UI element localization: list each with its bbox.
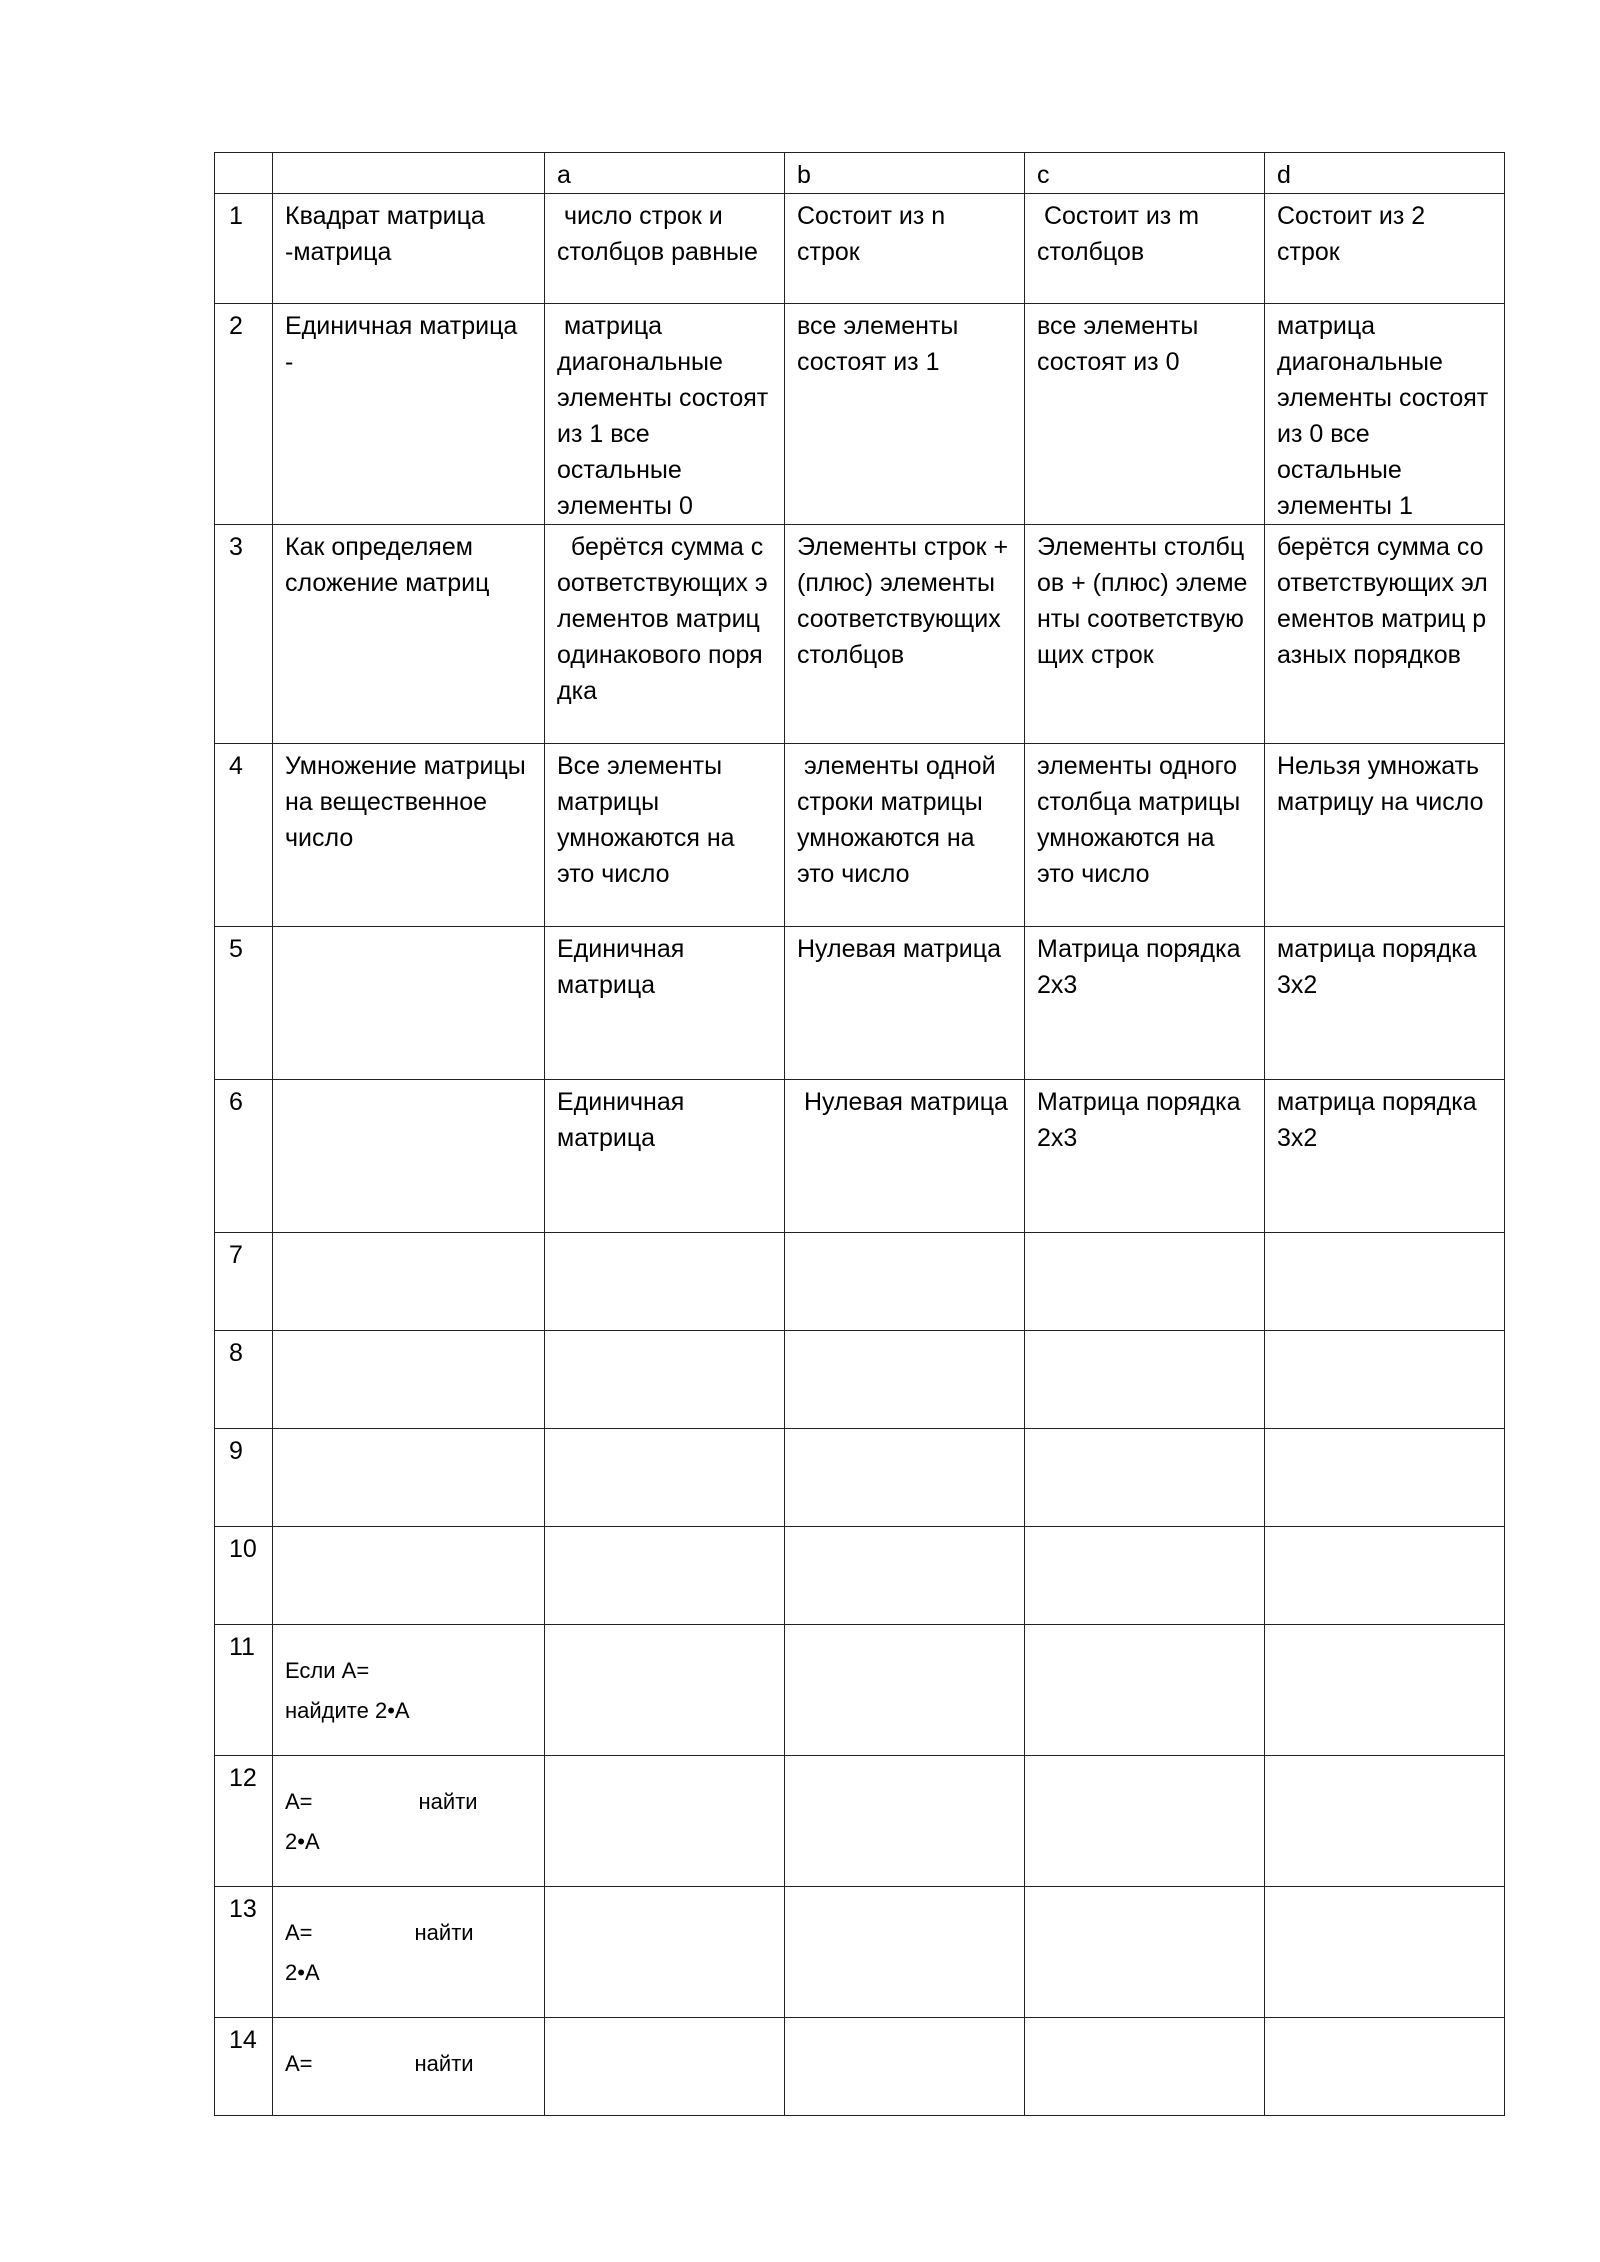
table-row — [215, 1625, 1505, 1756]
question-text: найти — [414, 2051, 474, 2076]
answer-c-cell — [1025, 1429, 1265, 1527]
answer-a-cell: матрица диагональные элементы состоят из 1 все остальные элементы 0 — [545, 304, 785, 525]
answer-b-cell: Нулевая матрица — [785, 927, 1025, 1080]
answer-a-cell: число строк и столбцов равные — [545, 194, 785, 304]
question-line: Если А= — [285, 1658, 370, 1683]
answer-a-cell — [545, 1429, 785, 1527]
answer-a-cell: Единичная матрица — [545, 927, 785, 1080]
answer-b-cell: Элементы строк +(плюс) элементы соответствующих столбцов — [785, 525, 1025, 744]
table-row — [215, 1331, 1505, 1429]
row-number: 10 — [215, 1527, 273, 1625]
answer-d-cell: матрица порядка 3х2 — [1265, 1080, 1505, 1233]
answer-d-cell — [1265, 1233, 1505, 1331]
answer-c-cell — [1025, 1331, 1265, 1429]
matrix-quiz-table — [214, 152, 1505, 2116]
answer-d-cell: матрица диагональные элементы состоят из 0 все остальные элементы 1 — [1265, 304, 1505, 525]
row-number: 6 — [215, 1080, 273, 1233]
answer-c-cell: Элементы столбцов + (плюс) элементы соответствующих строк — [1025, 525, 1265, 744]
header-row — [215, 153, 1505, 194]
answer-b-cell — [785, 1527, 1025, 1625]
answer-a-cell — [545, 2018, 785, 2116]
question-cell — [273, 1080, 545, 1233]
answer-c-cell — [1025, 1233, 1265, 1331]
table-row — [215, 1429, 1505, 1527]
answer-a-cell: берётся сумма соответствующих элементов матриц одинакового порядка — [545, 525, 785, 744]
question-line: 2•А — [285, 1960, 320, 1985]
answer-a-cell: Единичная матрица — [545, 1080, 785, 1233]
answer-b-cell — [785, 1756, 1025, 1887]
answer-a-cell — [545, 1756, 785, 1887]
row-number: 13 — [215, 1887, 273, 2018]
row-number: 11 — [215, 1625, 273, 1756]
answer-a-cell — [545, 1625, 785, 1756]
answer-c-cell — [1025, 1527, 1265, 1625]
answer-b-cell: Состоит из n строк — [785, 194, 1025, 304]
answer-a-cell — [545, 1527, 785, 1625]
answer-c-cell — [1025, 2018, 1265, 2116]
row-number: 3 — [215, 525, 273, 744]
header-cell-question — [273, 153, 545, 194]
answer-b-cell — [785, 1331, 1025, 1429]
answer-b-cell — [785, 1233, 1025, 1331]
answer-b-cell — [785, 1429, 1025, 1527]
question-cell: Как определяем сложение матриц — [273, 525, 545, 744]
answer-d-cell — [1265, 1331, 1505, 1429]
question-cell — [273, 1429, 545, 1527]
table-row — [215, 1080, 1505, 1233]
row-number: 2 — [215, 304, 273, 525]
question-text: найти — [414, 1920, 474, 1945]
table-row — [215, 927, 1505, 1080]
answer-d-cell: Нельзя умножать матрицу на число — [1265, 744, 1505, 927]
answer-d-cell — [1265, 1527, 1505, 1625]
table-row — [215, 525, 1505, 744]
answer-a-cell: Все элементы матрицы умножаются на это число — [545, 744, 785, 927]
question-text: А= — [285, 1920, 313, 1945]
header-cell-num — [215, 153, 273, 194]
table-row — [215, 1756, 1505, 1887]
header-cell-d: d — [1265, 153, 1505, 194]
question-cell — [273, 927, 545, 1080]
answer-d-cell: Состоит из 2 строк — [1265, 194, 1505, 304]
question-line: найдите 2•А — [285, 1698, 410, 1723]
answer-c-cell — [1025, 1625, 1265, 1756]
row-number: 12 — [215, 1756, 273, 1887]
header-cell-c: c — [1025, 153, 1265, 194]
question-cell: Умножение матрицы на вещественное число — [273, 744, 545, 927]
question-cell — [273, 1887, 545, 2018]
row-number: 7 — [215, 1233, 273, 1331]
answer-c-cell: Состоит из m столбцов — [1025, 194, 1265, 304]
answer-d-cell: матрица порядка 3х2 — [1265, 927, 1505, 1080]
question-line — [285, 1917, 532, 1949]
answer-d-cell — [1265, 1756, 1505, 1887]
table-row — [215, 1527, 1505, 1625]
header-cell-a: a — [545, 153, 785, 194]
question-cell — [273, 1756, 545, 1887]
question-cell: Единичная матрица - — [273, 304, 545, 525]
row-number: 14 — [215, 2018, 273, 2116]
answer-d-cell — [1265, 2018, 1505, 2116]
question-line: 2•А — [285, 1829, 320, 1854]
question-line — [285, 1786, 532, 1818]
answer-b-cell: элементы одной строки матрицы умножаются на это число — [785, 744, 1025, 927]
answer-a-cell — [545, 1887, 785, 2018]
question-cell: Квадрат матрица -матрица — [273, 194, 545, 304]
answer-d-cell — [1265, 1429, 1505, 1527]
question-cell — [273, 1331, 545, 1429]
answer-a-cell — [545, 1233, 785, 1331]
answer-d-cell — [1265, 1625, 1505, 1756]
answer-c-cell — [1025, 1756, 1265, 1887]
question-cell — [273, 1527, 545, 1625]
table-row — [215, 304, 1505, 525]
answer-d-cell — [1265, 1887, 1505, 2018]
row-number: 1 — [215, 194, 273, 304]
row-number: 8 — [215, 1331, 273, 1429]
answer-b-cell: все элементы состоят из 1 — [785, 304, 1025, 525]
answer-b-cell — [785, 2018, 1025, 2116]
header-cell-b: b — [785, 153, 1025, 194]
question-cell — [273, 2018, 545, 2116]
table-row — [215, 194, 1505, 304]
table-row — [215, 1887, 1505, 2018]
row-number: 5 — [215, 927, 273, 1080]
answer-c-cell — [1025, 1887, 1265, 2018]
answer-a-cell — [545, 1331, 785, 1429]
answer-b-cell — [785, 1887, 1025, 2018]
question-text: А= — [285, 1789, 313, 1814]
question-cell — [273, 1625, 545, 1756]
table-row — [215, 744, 1505, 927]
row-number: 4 — [215, 744, 273, 927]
answer-c-cell: все элементы состоят из 0 — [1025, 304, 1265, 525]
row-number: 9 — [215, 1429, 273, 1527]
table-row — [215, 2018, 1505, 2116]
answer-c-cell: элементы одного столбца матрицы умножаются на это число — [1025, 744, 1265, 927]
answer-c-cell: Матрица порядка 2х3 — [1025, 1080, 1265, 1233]
question-text: найти — [418, 1789, 478, 1814]
question-text: А= — [285, 2051, 313, 2076]
question-line — [285, 2048, 532, 2080]
question-cell — [273, 1233, 545, 1331]
answer-d-cell: берётся сумма соответствующих элементов матриц разных порядков — [1265, 525, 1505, 744]
answer-b-cell — [785, 1625, 1025, 1756]
table-row — [215, 1233, 1505, 1331]
answer-b-cell: Нулевая матрица — [785, 1080, 1025, 1233]
answer-c-cell: Матрица порядка 2х3 — [1025, 927, 1265, 1080]
